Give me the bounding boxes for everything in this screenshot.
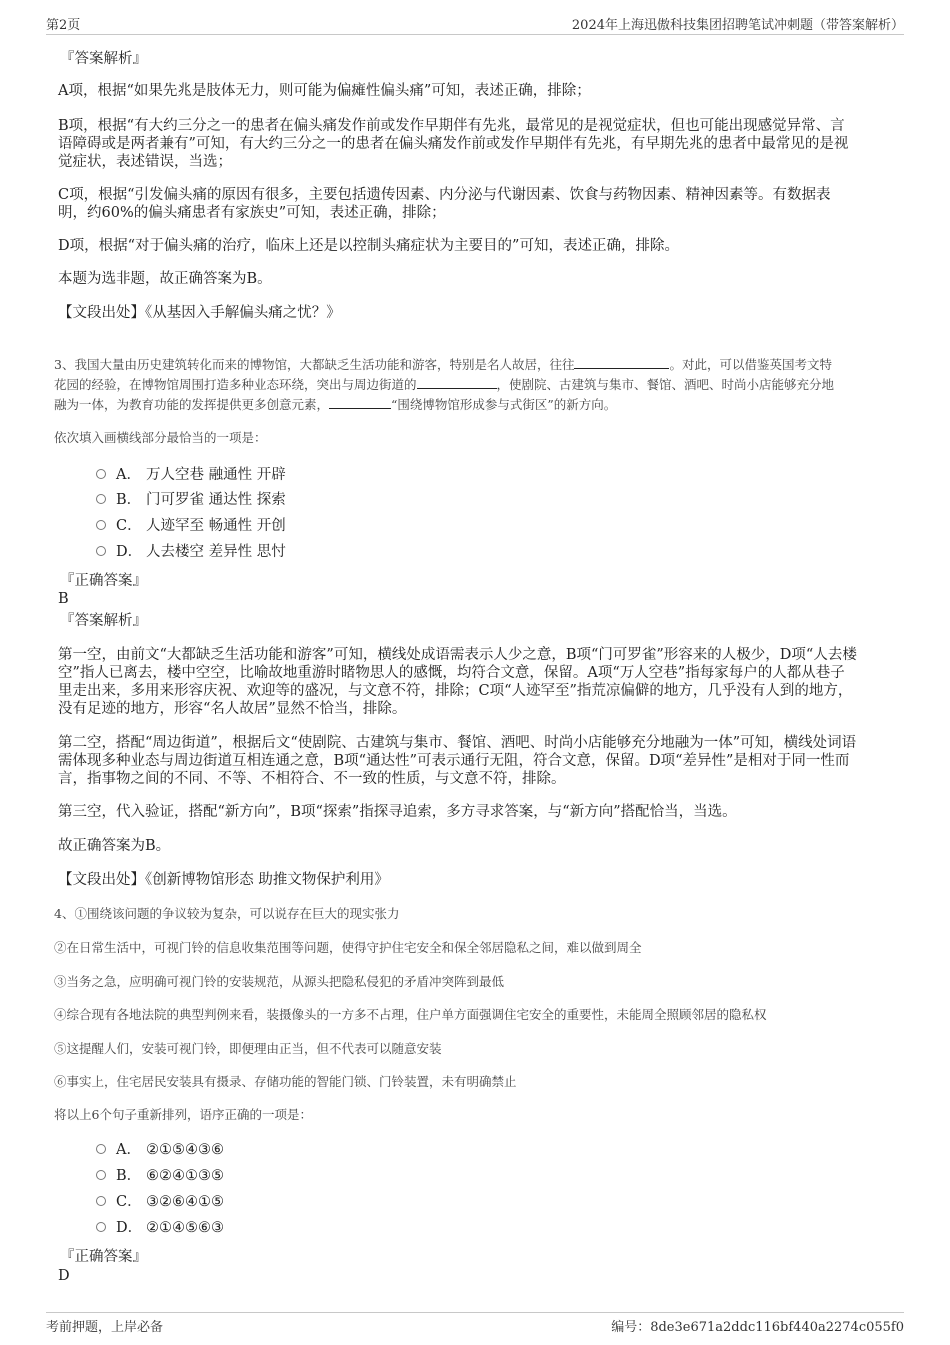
correct-answer-label: 『正确答案』 xyxy=(60,1249,147,1265)
question-3-prompt: 依次填入画横线部分最恰当的一项是： xyxy=(54,430,267,445)
radio-icon[interactable] xyxy=(96,546,106,556)
fill-blank-3 xyxy=(329,396,391,409)
analysis-blank1-line2: 空”指人已离去，楼中空空，比喻故地重游时睹物思人的感慨，均符合文意，保留。A项“万人空巷”指每家每户的人都从巷子 xyxy=(58,665,845,681)
document-title: 2024年上海迅傲科技集团招聘笔试冲刺题（带答案解析） xyxy=(571,18,904,33)
radio-icon[interactable] xyxy=(96,494,106,504)
analysis-blank1-line4: 没有足迹的地方，形容“名人故居”显然不恰当，排除。 xyxy=(58,701,407,717)
document-code: 编号：8de3e671a2ddc116bf440a2274c055f0 xyxy=(611,1320,904,1335)
question-4-sentence-4: ④综合现有各地法院的典型判例来看，装摄像头的一方多不占理，住户单方面强调住宅安全的重要性，未能周全照顾邻居的隐私权 xyxy=(54,1007,767,1022)
footer-slogan: 考前押题，上岸必备 xyxy=(46,1320,164,1335)
correct-answer: D xyxy=(58,1268,70,1284)
fill-blank-1 xyxy=(574,356,669,369)
radio-icon[interactable] xyxy=(96,1170,106,1180)
analysis-option-c-line1: C项，根据“引发偏头痛的原因有很多，主要包括遗传因素、内分泌与代谢因素、饮食与药物因素、精神因素等。有数据表 xyxy=(58,187,831,203)
source-citation: 【文段出处】《从基因入手解偏头痛之忧？》 xyxy=(58,305,341,321)
analysis-option-a: A项，根据“如果先兆是肢体无力，则可能为偏瘫性偏头痛”可知，表述正确，排除； xyxy=(58,83,591,99)
source-citation: 【文段出处】《创新博物馆形态 助推文物保护利用》 xyxy=(58,872,389,888)
analysis-option-c-line2: 明，约60%的偏头痛患者有家族史”可知，表述正确，排除； xyxy=(58,205,446,221)
fill-blank-2 xyxy=(417,376,497,389)
radio-icon[interactable] xyxy=(96,1196,106,1206)
page-footer xyxy=(46,1312,904,1337)
analysis-option-b-line3: 觉症状，表述错误，当选； xyxy=(58,154,232,170)
analysis-blank2-line1: 第二空，搭配“周边街道”，根据后文“使剧院、古建筑与集市、餐馆、酒吧、时尚小店能够充分地融为一体”可知，横线处词语 xyxy=(58,735,857,751)
radio-icon[interactable] xyxy=(96,1144,106,1154)
correct-answer-label: 『正确答案』 xyxy=(60,573,147,589)
question-4-option-d[interactable]: D． ②①④⑤⑥③ xyxy=(96,1218,224,1238)
question-4-sentence-6: ⑥事实上，住宅居民安装具有摄录、存储功能的智能门锁、门铃装置，未有明确禁止 xyxy=(54,1074,517,1089)
question-4-sentence-1: 4、①围绕该问题的争议较为复杂，可以说存在巨大的现实张力 xyxy=(54,906,400,921)
question-4-option-c[interactable]: C． ③②⑥④①⑤ xyxy=(96,1192,224,1212)
analysis-blank1-line3: 里走出来，多用来形容庆祝、欢迎等的盛况，与文意不符，排除；C项“人迹罕至”指荒凉偏僻的地方，几乎没有人到的地方， xyxy=(58,683,853,699)
analysis-blank1-line1: 第一空，由前文“大都缺乏生活功能和游客”可知，横线处成语需表示人少之意，B项“门可罗雀”形容来的人极少，D项“人去楼 xyxy=(58,647,857,663)
analysis-option-b-line2: 语障碍或是两者兼有”可知，有大约三分之一的患者在偏头痛发作前或发作早期伴有先兆，有早期先兆的患者中最常见的是视 xyxy=(58,136,849,152)
question-4-sentence-5: ⑤这提醒人们，安装可视门铃，即便理由正当，但不代表可以随意安装 xyxy=(54,1041,442,1056)
analysis-blank2-line3: 言，指事物之间的不同、不等、不相符合、不一致的性质，与文意不符，排除。 xyxy=(58,771,566,787)
question-3-stem-line2: 花园的经验，在博物馆周围打造多种业态环绕，突出与周边街道的 ，使剧院、古建筑与集市、餐馆、酒吧、时尚小店能够充分地 xyxy=(54,377,835,392)
analysis-blank3: 第三空，代入验证，搭配“新方向”，B项“探索”指探寻追索，多方寻求答案，与“新方向”搭配恰当，当选。 xyxy=(58,804,737,820)
radio-icon[interactable] xyxy=(96,1222,106,1232)
page-header xyxy=(46,14,904,35)
analysis-option-b-line1: B项，根据“有大约三分之一的患者在偏头痛发作前或发作早期伴有先兆，最常见的是视觉症状，但也可能出现感觉异常、言 xyxy=(58,118,845,134)
question-3-option-c[interactable]: C． 人迹罕至 畅通性 开创 xyxy=(96,516,286,536)
analysis-option-d: D项，根据“对于偏头痛的治疗，临床上还是以控制头痛症状为主要目的”可知，表述正确，排除。 xyxy=(58,238,679,254)
correct-answer: B xyxy=(58,591,69,607)
page-number: 第2页 xyxy=(46,18,81,33)
analysis-conclusion: 本题为选非题，故正确答案为B。 xyxy=(58,271,272,287)
analysis-blank2-line2: 需体现多种业态与周边街道互相连通之意，B项“通达性”可表示通行无阻，符合文意，保留。D项“差异性”是相对于同一性而 xyxy=(58,753,850,769)
question-4-option-b[interactable]: B． ⑥②④①③⑤ xyxy=(96,1166,224,1186)
question-3-option-a[interactable]: A． 万人空巷 融通性 开辟 xyxy=(96,465,286,485)
analysis-label: 『答案解析』 xyxy=(60,613,147,629)
radio-icon[interactable] xyxy=(96,469,106,479)
question-4-sentence-3: ③当务之急，应明确可视门铃的安装规范，从源头把隐私侵犯的矛盾冲突阵到最低 xyxy=(54,974,505,989)
question-3-stem-line3: 融为一体，为教育功能的发挥提供更多创意元素， “围绕博物馆形成参与式街区”的新方向。 xyxy=(54,397,617,412)
question-3-option-b[interactable]: B． 门可罗雀 通达性 探索 xyxy=(96,490,286,510)
question-4-option-a[interactable]: A． ②①⑤④③⑥ xyxy=(96,1140,224,1160)
analysis-conclusion: 故正确答案为B。 xyxy=(58,838,171,854)
analysis-label: 『答案解析』 xyxy=(60,51,147,67)
question-3-stem-line1: 3、我国大量由历史建筑转化而来的博物馆，大都缺乏生活功能和游客，特别是名人故居，往往 。对此，可以借鉴英国考文特 xyxy=(54,357,832,372)
question-4-sentence-2: ②在日常生活中，可视门铃的信息收集范围等问题，使得守护住宅安全和保全邻居隐私之间，难以做到周全 xyxy=(54,940,642,955)
question-4-prompt: 将以上6个句子重新排列，语序正确的一项是： xyxy=(54,1107,312,1122)
question-3-option-d[interactable]: D． 人去楼空 差异性 思忖 xyxy=(96,542,286,562)
radio-icon[interactable] xyxy=(96,520,106,530)
